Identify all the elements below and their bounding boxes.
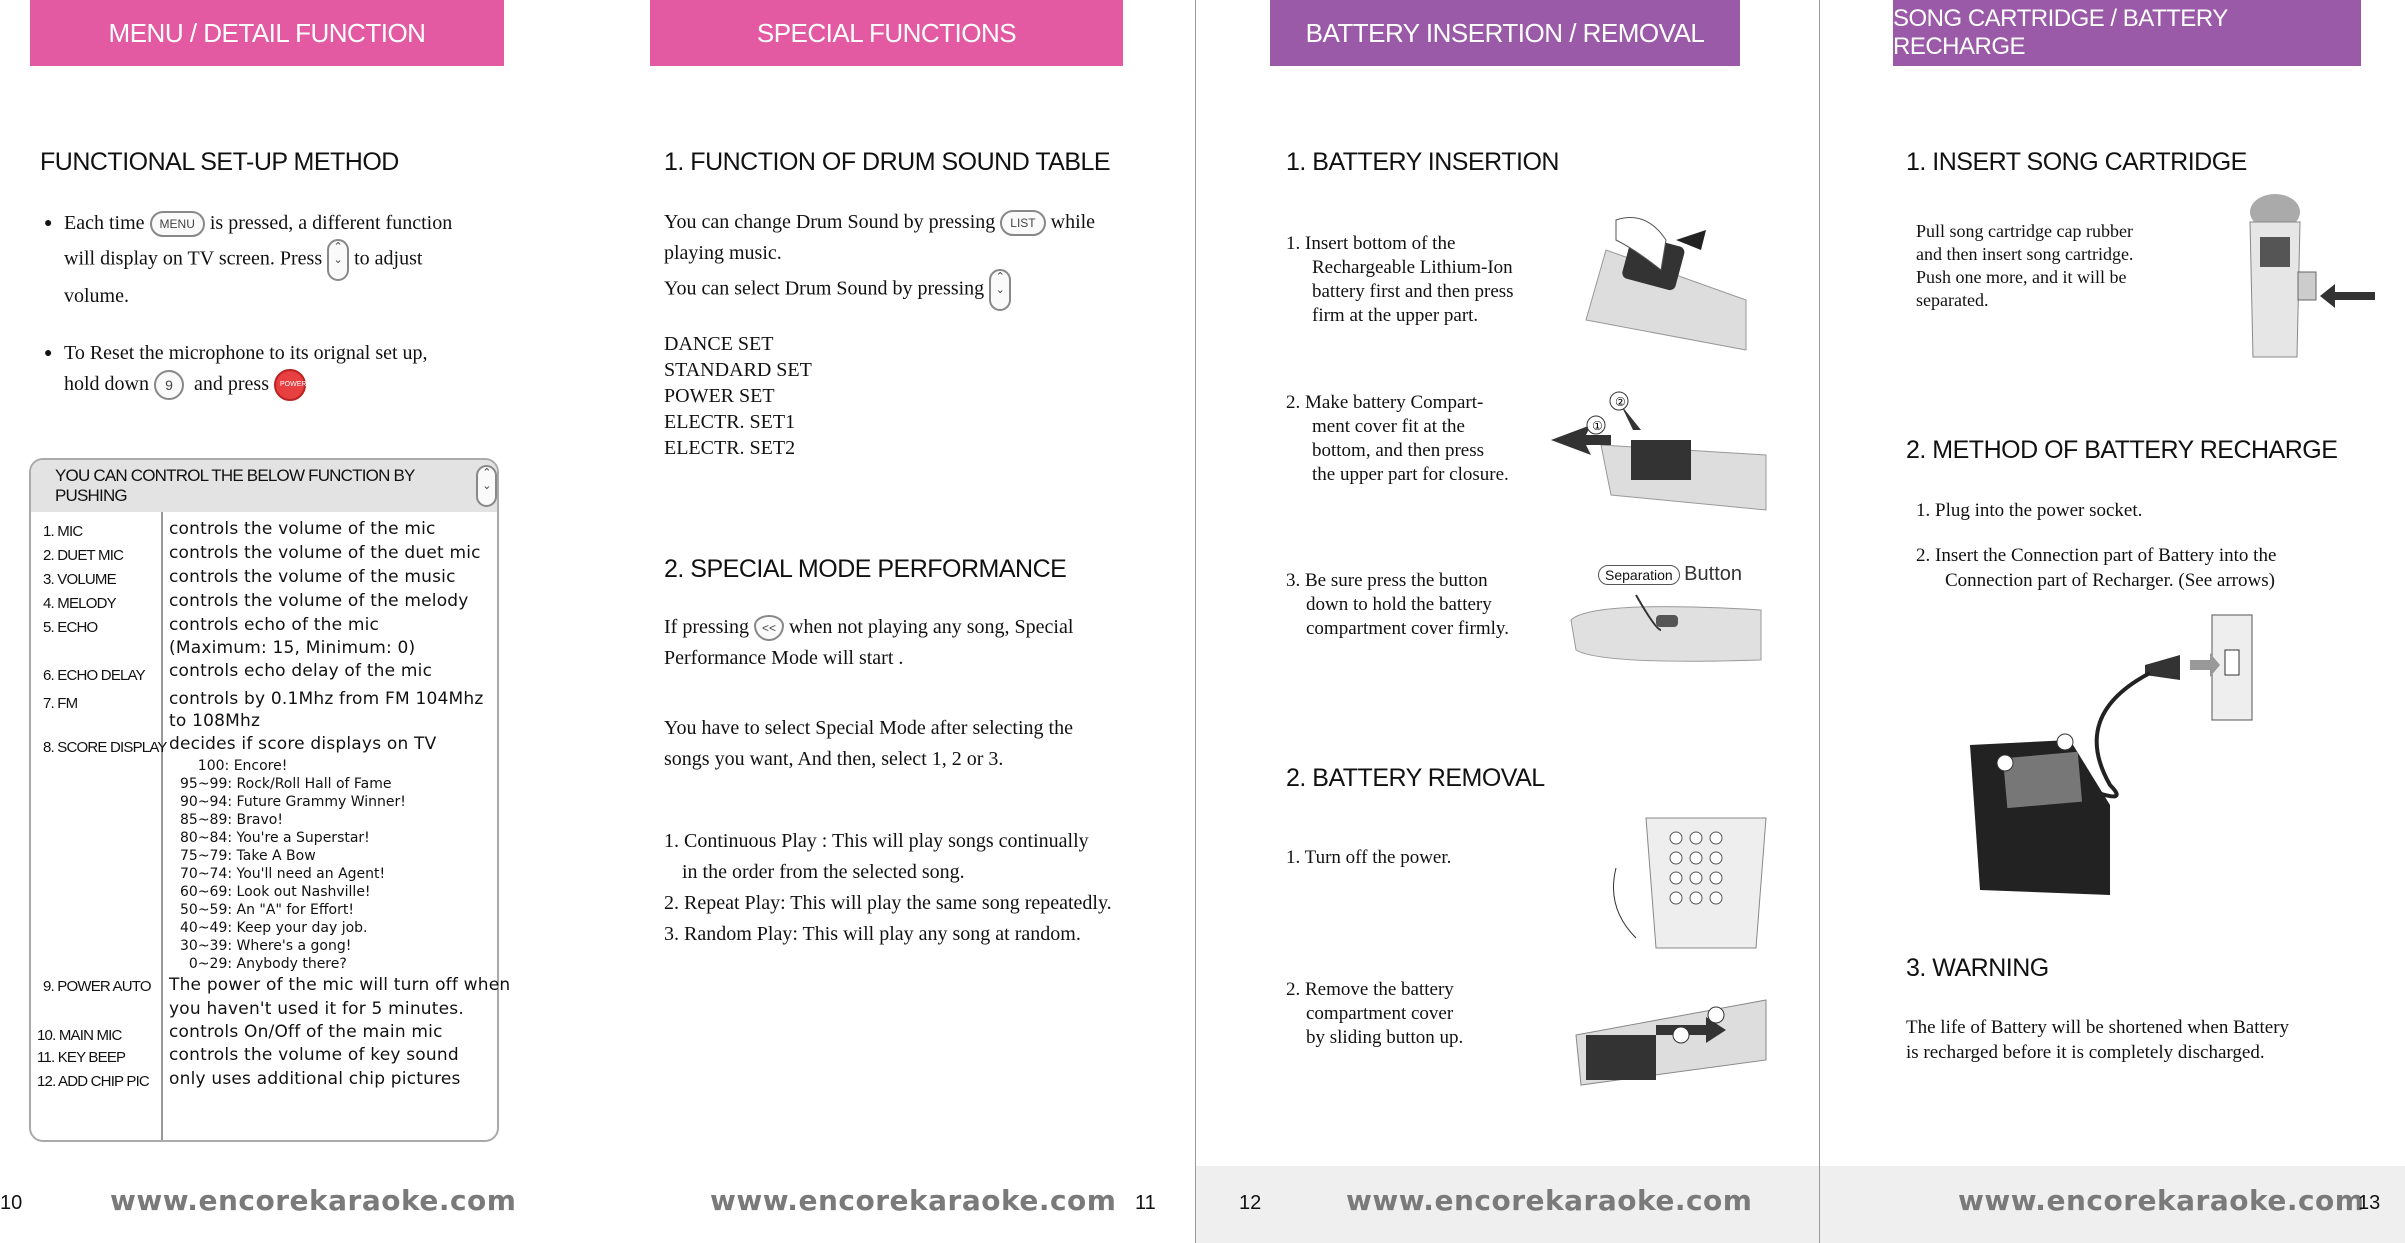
- warning-text: [1906, 1015, 2289, 1065]
- section-title: 2. METHOD OF BATTERY RECHARGE: [1906, 436, 2338, 464]
- up-down-button-icon: ⌃ ⌄: [989, 269, 1011, 311]
- special-mode-text: [664, 612, 1184, 674]
- list-item: 1. Plug into the power socket.: [1916, 500, 2143, 521]
- table-row-value: controls the volume of the melody: [169, 591, 469, 611]
- battery-insert-illustration: [1566, 210, 1766, 360]
- section-title: 1. BATTERY INSERTION: [1286, 148, 1559, 176]
- text: battery first and then press: [1312, 281, 1514, 302]
- score-line: 80~84: You're a Superstar!: [180, 830, 370, 846]
- section-title: 2. SPECIAL MODE PERFORMANCE: [664, 555, 1067, 583]
- battery-cover-illustration: [1541, 385, 1771, 515]
- score-line: 90~94: Future Grammy Winner!: [180, 794, 406, 810]
- cartridge-text: [1916, 220, 2133, 312]
- text: the upper part for closure.: [1312, 464, 1509, 485]
- table-row-label: 5. ECHO: [43, 619, 98, 636]
- table-row-label: 7. FM: [43, 695, 78, 712]
- page-number: 13: [2358, 1192, 2381, 1214]
- page-header: SPECIAL FUNCTIONS: [650, 0, 1123, 66]
- table-row-value: controls echo of the mic: [169, 615, 380, 635]
- cover-slide-illustration: [1556, 975, 1771, 1095]
- list-item: 2. Insert the Connection part of Battery into the: [1916, 545, 2277, 566]
- play-mode-list: [664, 826, 1194, 950]
- table-row-value: controls by 0.1Mhz from FM 104Mhz: [169, 689, 484, 709]
- text: while: [1050, 211, 1096, 233]
- list-item: ELECTR. SET2: [664, 437, 796, 459]
- bullet-menu: ● Each time MENU is pressed, a different function will display on TV screen. Press ⌃ ⌄ to adjust volume.: [44, 212, 453, 307]
- separation-button-callout: [1598, 563, 1742, 586]
- score-line: 70~74: You'll need an Agent!: [180, 866, 386, 882]
- page-footer: [0, 1166, 600, 1243]
- text: and then insert song cartridge.: [1916, 244, 2134, 264]
- section-title: FUNCTIONAL SET-UP METHOD: [40, 148, 399, 176]
- text: to adjust: [354, 247, 423, 270]
- text: compartment cover: [1306, 1003, 1454, 1024]
- table-row-value: controls the volume of the duet mic: [169, 543, 481, 563]
- page-footer: [1196, 1166, 1820, 1243]
- page-header: SONG CARTRIDGE / BATTERY RECHARGE: [1893, 0, 2361, 66]
- table-row-value: controls the volume of the music: [169, 567, 456, 587]
- section-title: 3. WARNING: [1906, 954, 2049, 982]
- table-row-label: 11. KEY BEEP: [37, 1049, 126, 1066]
- separation-label: Separation: [1598, 565, 1680, 585]
- list-item: 3. Random Play: This will play any song at random.: [664, 923, 1081, 945]
- list-button-icon: LIST: [1000, 210, 1045, 236]
- list-item: DANCE SET: [664, 333, 774, 355]
- table-row-value-2: you haven't used it for 5 minutes.: [169, 999, 464, 1019]
- section-title: 2. BATTERY REMOVAL: [1286, 764, 1545, 792]
- page-number: 11: [1135, 1192, 1156, 1214]
- insert-step-3: [1286, 569, 1509, 641]
- score-line: 0~29: Anybody there?: [180, 956, 347, 972]
- recharger-illustration: [1950, 605, 2280, 905]
- text: You can change Drum Sound by pressing: [664, 211, 996, 233]
- recharge-steps: [1916, 498, 2276, 593]
- page-footer: [600, 1166, 1195, 1243]
- text: You can select Drum Sound by pressing: [664, 277, 985, 300]
- phone-keypad-illustration: [1596, 808, 1776, 958]
- text: is recharged before it is completely discharged.: [1906, 1042, 2265, 1063]
- text: compartment cover firmly.: [1306, 618, 1509, 639]
- footer-url[interactable]: www.encorekaraoke.com: [1958, 1184, 2365, 1217]
- text: Each time: [64, 212, 145, 234]
- text: songs you want, And then, select 1, 2 or 3.: [664, 748, 1004, 770]
- score-line: 30~39: Where's a gong!: [180, 938, 352, 954]
- text: If pressing: [664, 616, 749, 638]
- page-13: [1819, 0, 2405, 1243]
- table-row-value-2: to 108Mhz: [169, 711, 261, 731]
- list-item: in the order from the selected song.: [682, 861, 965, 883]
- list-item: ELECTR. SET1: [664, 411, 796, 433]
- page-number: 12: [1239, 1192, 1262, 1214]
- table-row-label: 12. ADD CHIP PIC: [37, 1073, 149, 1090]
- mic-cartridge-illustration: [2215, 192, 2395, 362]
- section-title: 1. FUNCTION OF DRUM SOUND TABLE: [664, 148, 1111, 176]
- insert-step-2: [1286, 391, 1509, 487]
- list-item: STANDARD SET: [664, 359, 812, 381]
- power-button-icon: POWER: [274, 369, 306, 401]
- text: by sliding button up.: [1306, 1027, 1464, 1048]
- table-row-label: 9. POWER AUTO: [43, 978, 151, 995]
- text: and press: [194, 373, 269, 395]
- table-header-text: YOU CAN CONTROL THE BELOW FUNCTION BY PUSHING: [55, 466, 415, 505]
- text: 2. Remove the battery: [1286, 979, 1454, 1000]
- footer-url[interactable]: www.encorekaraoke.com: [1346, 1184, 1753, 1217]
- text: Pull song cartridge cap rubber: [1916, 221, 2133, 241]
- menu-button-icon: MENU: [150, 211, 205, 237]
- button-label: Button: [1684, 563, 1742, 585]
- page-10: [0, 0, 600, 1243]
- page-12: [1195, 0, 1820, 1243]
- special-button-icon: <<: [754, 615, 784, 641]
- table-row-value: controls echo delay of the mic: [169, 661, 433, 681]
- text: down to hold the battery: [1306, 594, 1492, 615]
- text: when not playing any song, Special: [789, 616, 1074, 638]
- table-row-label: 6. ECHO DELAY: [43, 667, 145, 684]
- table-row-value: The power of the mic will turn off when: [169, 975, 511, 995]
- list-item: 2. Repeat Play: This will play the same song repeatedly.: [664, 892, 1112, 914]
- text: is pressed, a different function: [209, 212, 453, 234]
- text: will display on TV screen. Press: [64, 247, 323, 270]
- page-footer: [1820, 1166, 2405, 1243]
- text: Performance Mode will start .: [664, 647, 904, 669]
- score-line: 50~59: An "A" for Effort!: [180, 902, 354, 918]
- list-item: Connection part of Recharger. (See arrows): [1945, 570, 2275, 591]
- list-item: 1. Continuous Play : This will play songs continually: [664, 830, 1089, 852]
- drum-set-list: [664, 331, 812, 461]
- table-row-value: only uses additional chip pictures: [169, 1069, 461, 1089]
- table-row-value: decides if score displays on TV: [169, 734, 437, 754]
- drum-sound-text: [664, 207, 1164, 311]
- table-row-value: controls the volume of key sound: [169, 1045, 459, 1065]
- table-row-label: 1. MIC: [43, 523, 83, 540]
- text: To Reset the microphone to its orignal set up,: [64, 342, 428, 364]
- score-line: 40~49: Keep your day job.: [180, 920, 368, 936]
- special-mode-text-2: [664, 713, 1184, 775]
- table-row-value-2: (Maximum: 15, Minimum: 0): [169, 638, 416, 658]
- score-line: 95~99: Rock/Roll Hall of Fame: [180, 776, 392, 792]
- page-number: 10: [0, 1192, 23, 1214]
- table-row-label: 10. MAIN MIC: [37, 1027, 122, 1044]
- list-item: POWER SET: [664, 385, 775, 407]
- page-header: MENU / DETAIL FUNCTION: [30, 0, 504, 66]
- footer-url[interactable]: www.encorekaraoke.com: [710, 1184, 1117, 1217]
- text: 1. Insert bottom of the: [1286, 233, 1456, 254]
- text: Rechargeable Lithium-Ion: [1312, 257, 1513, 278]
- text: You have to select Special Mode after selecting the: [664, 717, 1073, 739]
- text: hold down: [64, 373, 149, 395]
- up-down-button-icon: ⌃ ⌄: [476, 465, 497, 507]
- table-row-label: 3. VOLUME: [43, 571, 116, 588]
- table-divider: [161, 512, 163, 1140]
- up-down-button-icon: ⌃ ⌄: [327, 239, 349, 281]
- footer-url[interactable]: www.encorekaraoke.com: [110, 1184, 517, 1217]
- text: Push one more, and it will be: [1916, 267, 2127, 287]
- text: volume.: [64, 285, 129, 307]
- remove-step-2: [1286, 978, 1463, 1050]
- nine-button-icon: 9: [154, 370, 184, 400]
- table-row-label: 4. MELODY: [43, 595, 116, 612]
- score-list: [180, 757, 406, 973]
- table-row-label: 2. DUET MIC: [43, 547, 124, 564]
- text: separated.: [1916, 290, 1989, 310]
- text: bottom, and then press: [1312, 440, 1485, 461]
- text: playing music.: [664, 242, 782, 264]
- circled-two: ②: [1615, 395, 1626, 409]
- score-line: 60~69: Look out Nashville!: [180, 884, 371, 900]
- insert-step-1: [1286, 232, 1514, 328]
- page-header: BATTERY INSERTION / REMOVAL: [1270, 0, 1740, 66]
- score-line: 75~79: Take A Bow: [180, 848, 316, 864]
- table-row-value: controls On/Off of the main mic: [169, 1022, 443, 1042]
- table-row-label: 8. SCORE DISPLAY: [43, 739, 167, 756]
- bullet-reset: ● To Reset the microphone to its orignal set up, hold down 9 and press POWER: [44, 338, 484, 401]
- table-header: [31, 460, 497, 512]
- score-line: 100: Encore!: [180, 758, 288, 774]
- remove-step-1: 1. Turn off the power.: [1286, 847, 1452, 868]
- circled-one: ①: [1592, 419, 1603, 433]
- table-row-value: controls the volume of the mic: [169, 519, 436, 539]
- text: firm at the upper part.: [1312, 305, 1479, 326]
- text: 2. Make battery Compart-: [1286, 392, 1484, 413]
- page-11: [600, 0, 1195, 1243]
- section-title: 1. INSERT SONG CARTRIDGE: [1906, 148, 2247, 176]
- text: ment cover fit at the: [1312, 416, 1465, 437]
- text: The life of Battery will be shortened when Battery: [1906, 1017, 2290, 1038]
- separation-button-illustration: [1561, 590, 1771, 670]
- text: 3. Be sure press the button: [1286, 570, 1488, 591]
- score-line: 85~89: Bravo!: [180, 812, 283, 828]
